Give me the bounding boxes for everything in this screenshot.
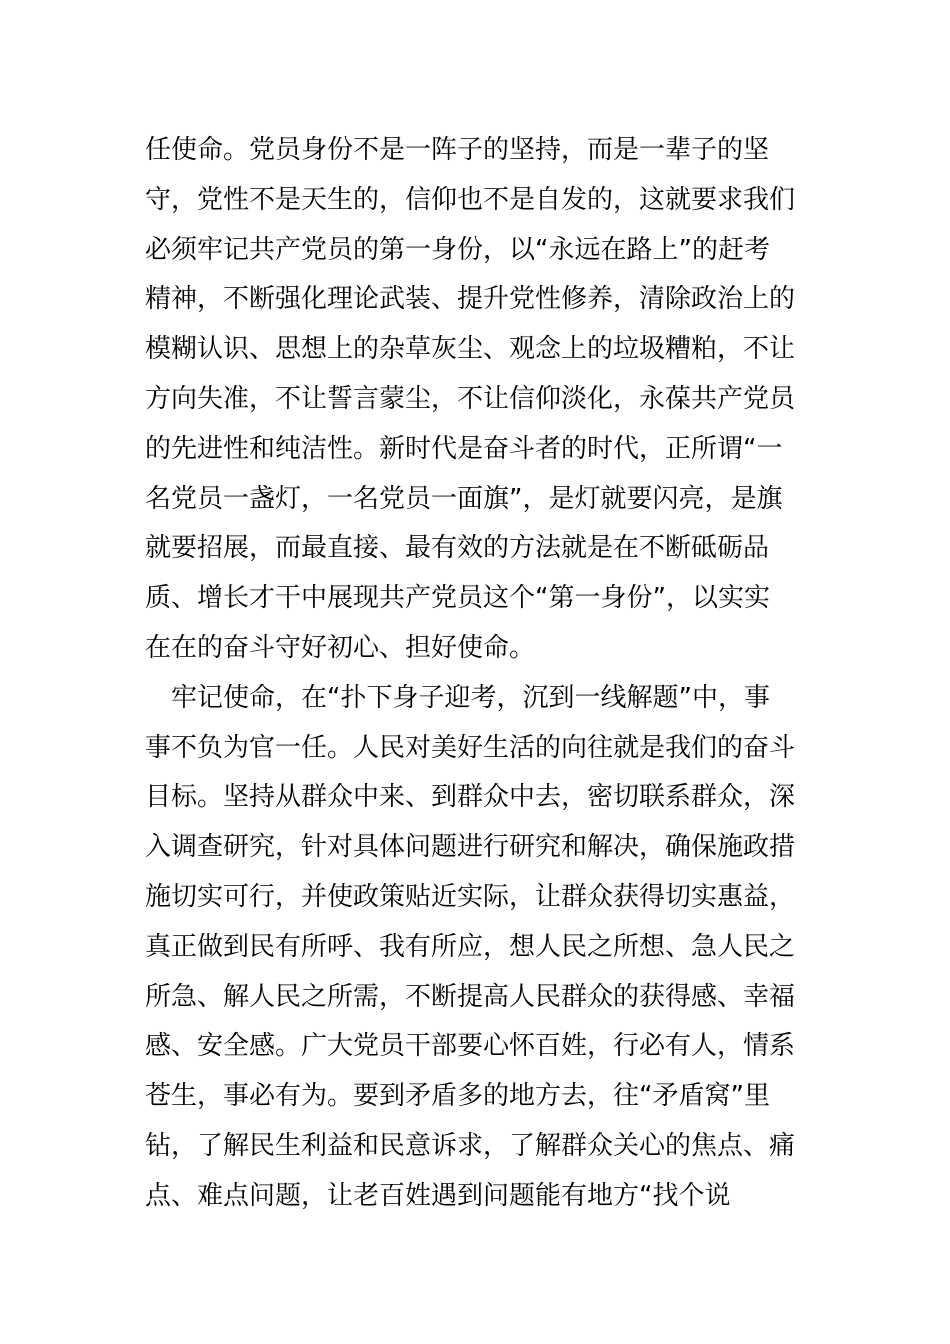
text-line: 感、安全感。广大党员干部要心怀百姓，行必有人，情系: [145, 1031, 796, 1062]
paragraph-start-line: 牢记使命，在“扑下身子迎考，沉到一线解题”中，事: [171, 682, 770, 713]
text-line: 苍生，事必有为。要到矛盾多的地方去，往“矛盾窝”里: [145, 1081, 770, 1112]
text-line: 的先进性和纯洁性。新时代是奋斗者的时代，正所谓“一: [145, 433, 783, 464]
text-line: 任使命。党员身份不是一阵子的坚持，而是一辈子的坚: [145, 135, 770, 165]
body-text: [145, 126, 815, 1222]
text-line: 在在的奋斗守好初心、担好使命。: [145, 632, 536, 663]
text-line: 真正做到民有所呼、我有所应，想人民之所想、急人民之: [145, 931, 796, 962]
text-line: 就要招展，而最直接、最有效的方法就是在不断砥砺品: [145, 533, 770, 564]
text-line: 守，党性不是天生的，信仰也不是自发的，这就要求我们: [145, 184, 796, 215]
text-line: 方向失准，不让誓言蒙尘，不让信仰淡化，永葆共产党员: [145, 383, 796, 414]
text-line: 质、增长才干中展现共产党员这个“第一身份”，以实实: [145, 583, 770, 614]
text-line: 所急、解人民之所需，不断提高人民群众的获得感、幸福: [145, 981, 796, 1012]
text-line: 钻，了解民生利益和民意诉求，了解群众关心的焦点、痛: [145, 1130, 796, 1161]
text-line: 名党员一盏灯，一名党员一面旗”，是灯就要闪亮，是旗: [145, 483, 783, 514]
text-line: 施切实可行，并使政策贴近实际，让群众获得切实惠益，: [145, 881, 796, 912]
text-line: 模糊认识、思想上的杂草灰尘、观念上的垃圾糟粕，不让: [145, 334, 796, 365]
text-line: 必须牢记共产党员的第一身份，以“永远在路上”的赶考: [145, 234, 770, 265]
text-line: 点、难点问题，让老百姓遇到问题能有地方“找个说: [145, 1180, 731, 1211]
text-line: 精神，不断强化理论武装、提升党性修养，清除政治上的: [145, 284, 796, 315]
text-line: 目标。坚持从群众中来、到群众中去，密切联系群众，深: [145, 782, 796, 813]
text-line: 入调查研究，针对具体问题进行研究和解决，确保施政措: [145, 832, 796, 863]
text-line: 事不负为官一任。人民对美好生活的向往就是我们的奋斗: [145, 732, 796, 763]
